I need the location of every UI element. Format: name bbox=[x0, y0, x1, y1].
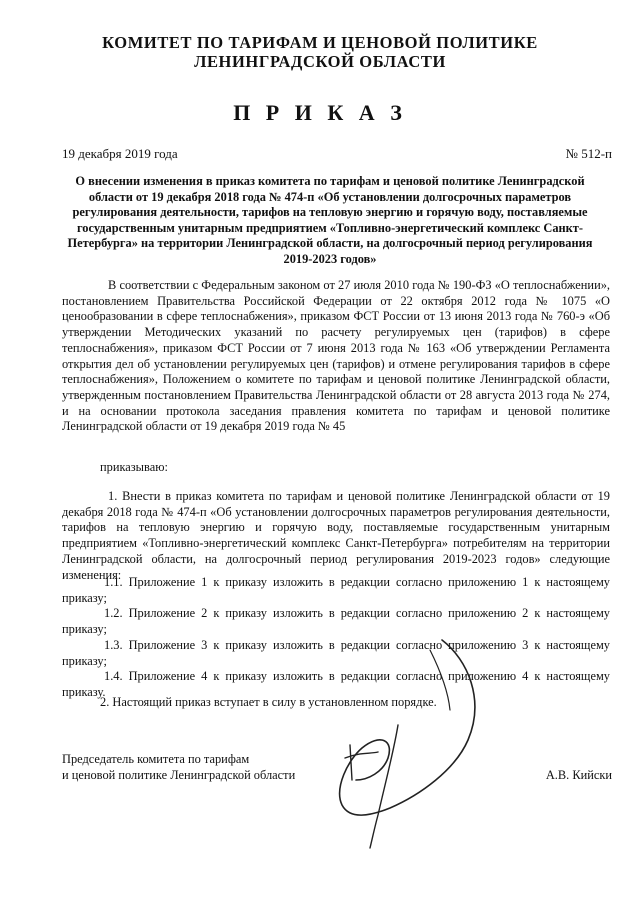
order-word: приказываю: bbox=[100, 460, 168, 474]
signatory-position bbox=[62, 752, 295, 784]
signatory-position-line2: и ценовой политике Ленинградской области bbox=[62, 767, 296, 782]
organization-header bbox=[40, 33, 600, 71]
handwritten-signature bbox=[290, 630, 490, 850]
org-name-line2: ЛЕНИНГРАДСКОЙ ОБЛАСТИ bbox=[194, 52, 446, 71]
document-date: 19 декабря 2019 года bbox=[62, 146, 178, 161]
signatory-name: А.В. Кийски bbox=[545, 768, 612, 782]
order-item-1: 1. Внести в приказ комитета по тарифам и ценовой политике Ленинградской области от 19 декабря 2018 года № 474-п «Об установлении долгосрочных параметров регулирования деятельности, тарифов на тепловую энергию и горячую воду, поставляемые государственным унитарным предприятием «Топливно-энергетический комплекс Санкт-Петербурга» потребителям на территории Ленинградской области, на долгосрочный период регулирования 2019-2023 годов» следующие изменения: bbox=[62, 489, 610, 582]
subitem-1-3: 1.3. Приложение 3 к приказу изложить в редакции согласно приложению 3 к настоящему приказу; bbox=[62, 637, 610, 668]
subitem-1-4: 1.4. Приложение 4 к приказу изложить в редакции согласно приложению 4 к настоящему приказу. bbox=[62, 669, 610, 699]
org-name-line1: КОМИТЕТ ПО ТАРИФАМ И ЦЕНОВОЙ ПОЛИТИКЕ bbox=[102, 33, 538, 52]
order-item-2: 2. Настоящий приказ вступает в силу в установленном порядке. bbox=[100, 695, 437, 709]
preamble-paragraph: В соответствии с Федеральным законом от 27 июля 2010 года № 190-ФЗ «О теплоснабжении», постановлением Правительства Российской Федерации от 22 октября 2012 года № 1075 «О ценообразовании в сфере теплоснабжения», приказом ФСТ России от 13 июня 2013 года № 760-э «Об утверждении Методических указаний по расчету регулируемых цен (тарифов) в сфере теплоснабжения», приказом ФСТ России от 7 июня 2013 года № 163 «Об утверждении Регламента открытия дел об установлении регулируемых цен (тарифов) и отмене регулирования тарифов в сфере теплоснабжения», Положением о комитете по тарифам и ценовой политике Ленинградской области, утвержденным постановлением Правительства Ленинградской области от 28 августа 2013 года № 274, и на основании протокола заседания правления комитета по тарифам и ценовой политике Ленинградской области от 19 декабря 2019 года № 45 bbox=[62, 278, 610, 434]
subitem-1-2: 1.2. Приложение 2 к приказу изложить в редакции согласно приложению 2 к настоящему приказу; bbox=[62, 606, 610, 637]
signatory-position-line1: Председатель комитета по тарифам bbox=[62, 752, 250, 766]
document-subject: О внесении изменения в приказ комитета по тарифам и ценовой политике Ленинградской области от 19 декабря 2018 года № 474-п «Об установлении долгосрочных параметров регулирования деятельности, тарифов на тепловую энергию и горячую воду, поставляемые государственным унитарным предприятием «Топливно-энергетический комплекс Санкт-Петербурга» на территории Ленинградской области, на долгосрочный период регулирования 2019-2023 годов» bbox=[67, 174, 593, 266]
document-title: П Р И К А З bbox=[233, 100, 407, 125]
subitem-1-1: 1.1. Приложение 1 к приказу изложить в редакции согласно приложению 1 к настоящему приказу; bbox=[62, 575, 610, 605]
document-number: № 512-п bbox=[565, 146, 612, 161]
